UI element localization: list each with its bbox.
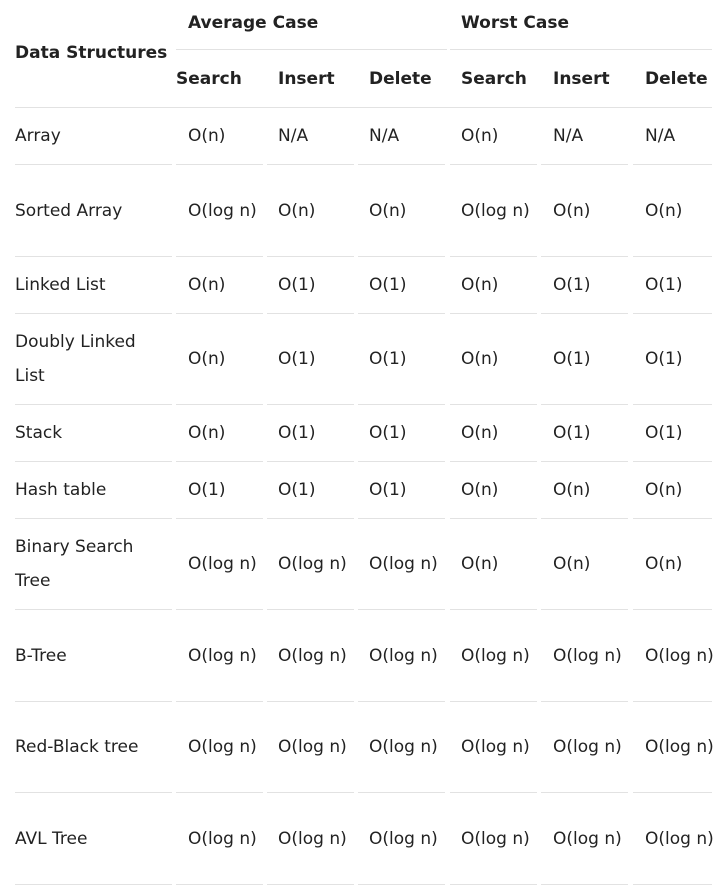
header-divider-average [176, 49, 447, 50]
header-col-delete-worst: Delete [645, 69, 708, 89]
complexity-cell: O(1) [553, 423, 591, 443]
header-col-search-average: Search [176, 69, 242, 89]
row-divider [15, 884, 172, 885]
complexity-cell: O(1) [645, 349, 683, 369]
complexity-cell: O(n) [278, 200, 316, 221]
header-data-structures: Data Structures [15, 43, 168, 63]
complexity-cell: O(log n) [461, 200, 530, 221]
row-divider [358, 884, 445, 885]
complexity-cell: O(log n) [645, 645, 714, 666]
row-name: Linked List [15, 275, 106, 295]
complexity-cell: O(log n) [553, 737, 622, 757]
complexity-cell: O(1) [645, 275, 683, 295]
complexity-cell: O(n) [461, 275, 499, 295]
complexity-cell: O(n) [461, 480, 499, 500]
header-col-insert-average: Insert [278, 69, 335, 89]
complexity-cell: O(log n) [188, 554, 257, 574]
complexity-cell: O(log n) [461, 828, 530, 849]
complexity-cell: O(n) [188, 126, 226, 146]
complexity-cell: O(n) [553, 480, 591, 500]
row-divider [267, 884, 354, 885]
row-name: Doubly Linked List [15, 332, 136, 386]
complexity-cell: O(n) [188, 349, 226, 369]
row-name: Array [15, 126, 61, 146]
complexity-cell: O(1) [188, 480, 226, 500]
complexity-cell: O(log n) [369, 737, 438, 757]
row-divider [176, 884, 263, 885]
complexity-cell: O(1) [369, 480, 407, 500]
complexity-cell: O(log n) [188, 645, 257, 666]
complexity-cell: O(1) [369, 275, 407, 295]
complexity-cell: O(1) [278, 275, 316, 295]
complexity-cell: O(log n) [553, 828, 622, 849]
complexity-cell: O(log n) [188, 828, 257, 849]
header-col-delete-average: Delete [369, 69, 432, 89]
complexity-cell: N/A [369, 126, 400, 146]
row-name: Binary Search Tree [15, 537, 134, 591]
complexity-cell: O(1) [369, 423, 407, 443]
complexity-cell: O(log n) [369, 645, 438, 666]
header-divider-worst [450, 49, 712, 50]
complexity-cell: O(n) [461, 349, 499, 369]
header-col-insert-worst: Insert [553, 69, 610, 89]
complexity-cell: O(1) [278, 423, 316, 443]
row-name: Red-Black tree [15, 737, 139, 757]
complexity-cell: O(n) [369, 200, 407, 221]
complexity-cell: O(log n) [278, 645, 347, 666]
complexity-cell: O(n) [188, 275, 226, 295]
complexity-cell: O(log n) [461, 737, 530, 757]
complexity-cell: O(log n) [188, 737, 257, 757]
complexity-cell: O(1) [553, 275, 591, 295]
complexity-cell: O(log n) [278, 737, 347, 757]
complexity-cell: O(n) [645, 554, 683, 574]
row-divider [541, 884, 628, 885]
complexity-cell: O(n) [461, 423, 499, 443]
complexity-cell: O(log n) [645, 737, 714, 757]
complexity-cell: O(n) [553, 200, 591, 221]
complexity-cell: N/A [553, 126, 584, 146]
row-divider [633, 884, 712, 885]
complexity-cell: O(log n) [369, 828, 438, 849]
complexity-cell: N/A [278, 126, 309, 146]
complexity-cell: O(1) [553, 349, 591, 369]
complexity-cell: N/A [645, 126, 676, 146]
row-name: Stack [15, 423, 63, 443]
row-name: Sorted Array [15, 200, 123, 221]
complexity-cell: O(log n) [188, 200, 257, 221]
complexity-cell: O(n) [645, 200, 683, 221]
complexity-cell: O(n) [553, 554, 591, 574]
complexity-cell: O(log n) [553, 645, 622, 666]
complexity-cell: O(n) [645, 480, 683, 500]
row-name: Hash table [15, 480, 107, 500]
complexity-cell: O(log n) [278, 828, 347, 849]
complexity-cell: O(log n) [461, 645, 530, 666]
header-average-case: Average Case [188, 13, 319, 33]
header-worst-case: Worst Case [461, 13, 569, 33]
row-name: B-Tree [15, 645, 67, 666]
row-divider [450, 884, 537, 885]
header-col-search-worst: Search [461, 69, 527, 89]
complexity-cell: O(n) [461, 554, 499, 574]
complexity-cell: O(log n) [278, 554, 347, 574]
complexity-cell: O(log n) [369, 554, 438, 574]
complexity-cell: O(1) [369, 349, 407, 369]
complexity-cell: O(n) [188, 423, 226, 443]
complexity-cell: O(log n) [645, 828, 714, 849]
complexity-cell: O(1) [278, 349, 316, 369]
complexity-cell: O(1) [278, 480, 316, 500]
row-name: AVL Tree [15, 828, 88, 849]
complexity-cell: O(1) [645, 423, 683, 443]
complexity-cell: O(n) [461, 126, 499, 146]
